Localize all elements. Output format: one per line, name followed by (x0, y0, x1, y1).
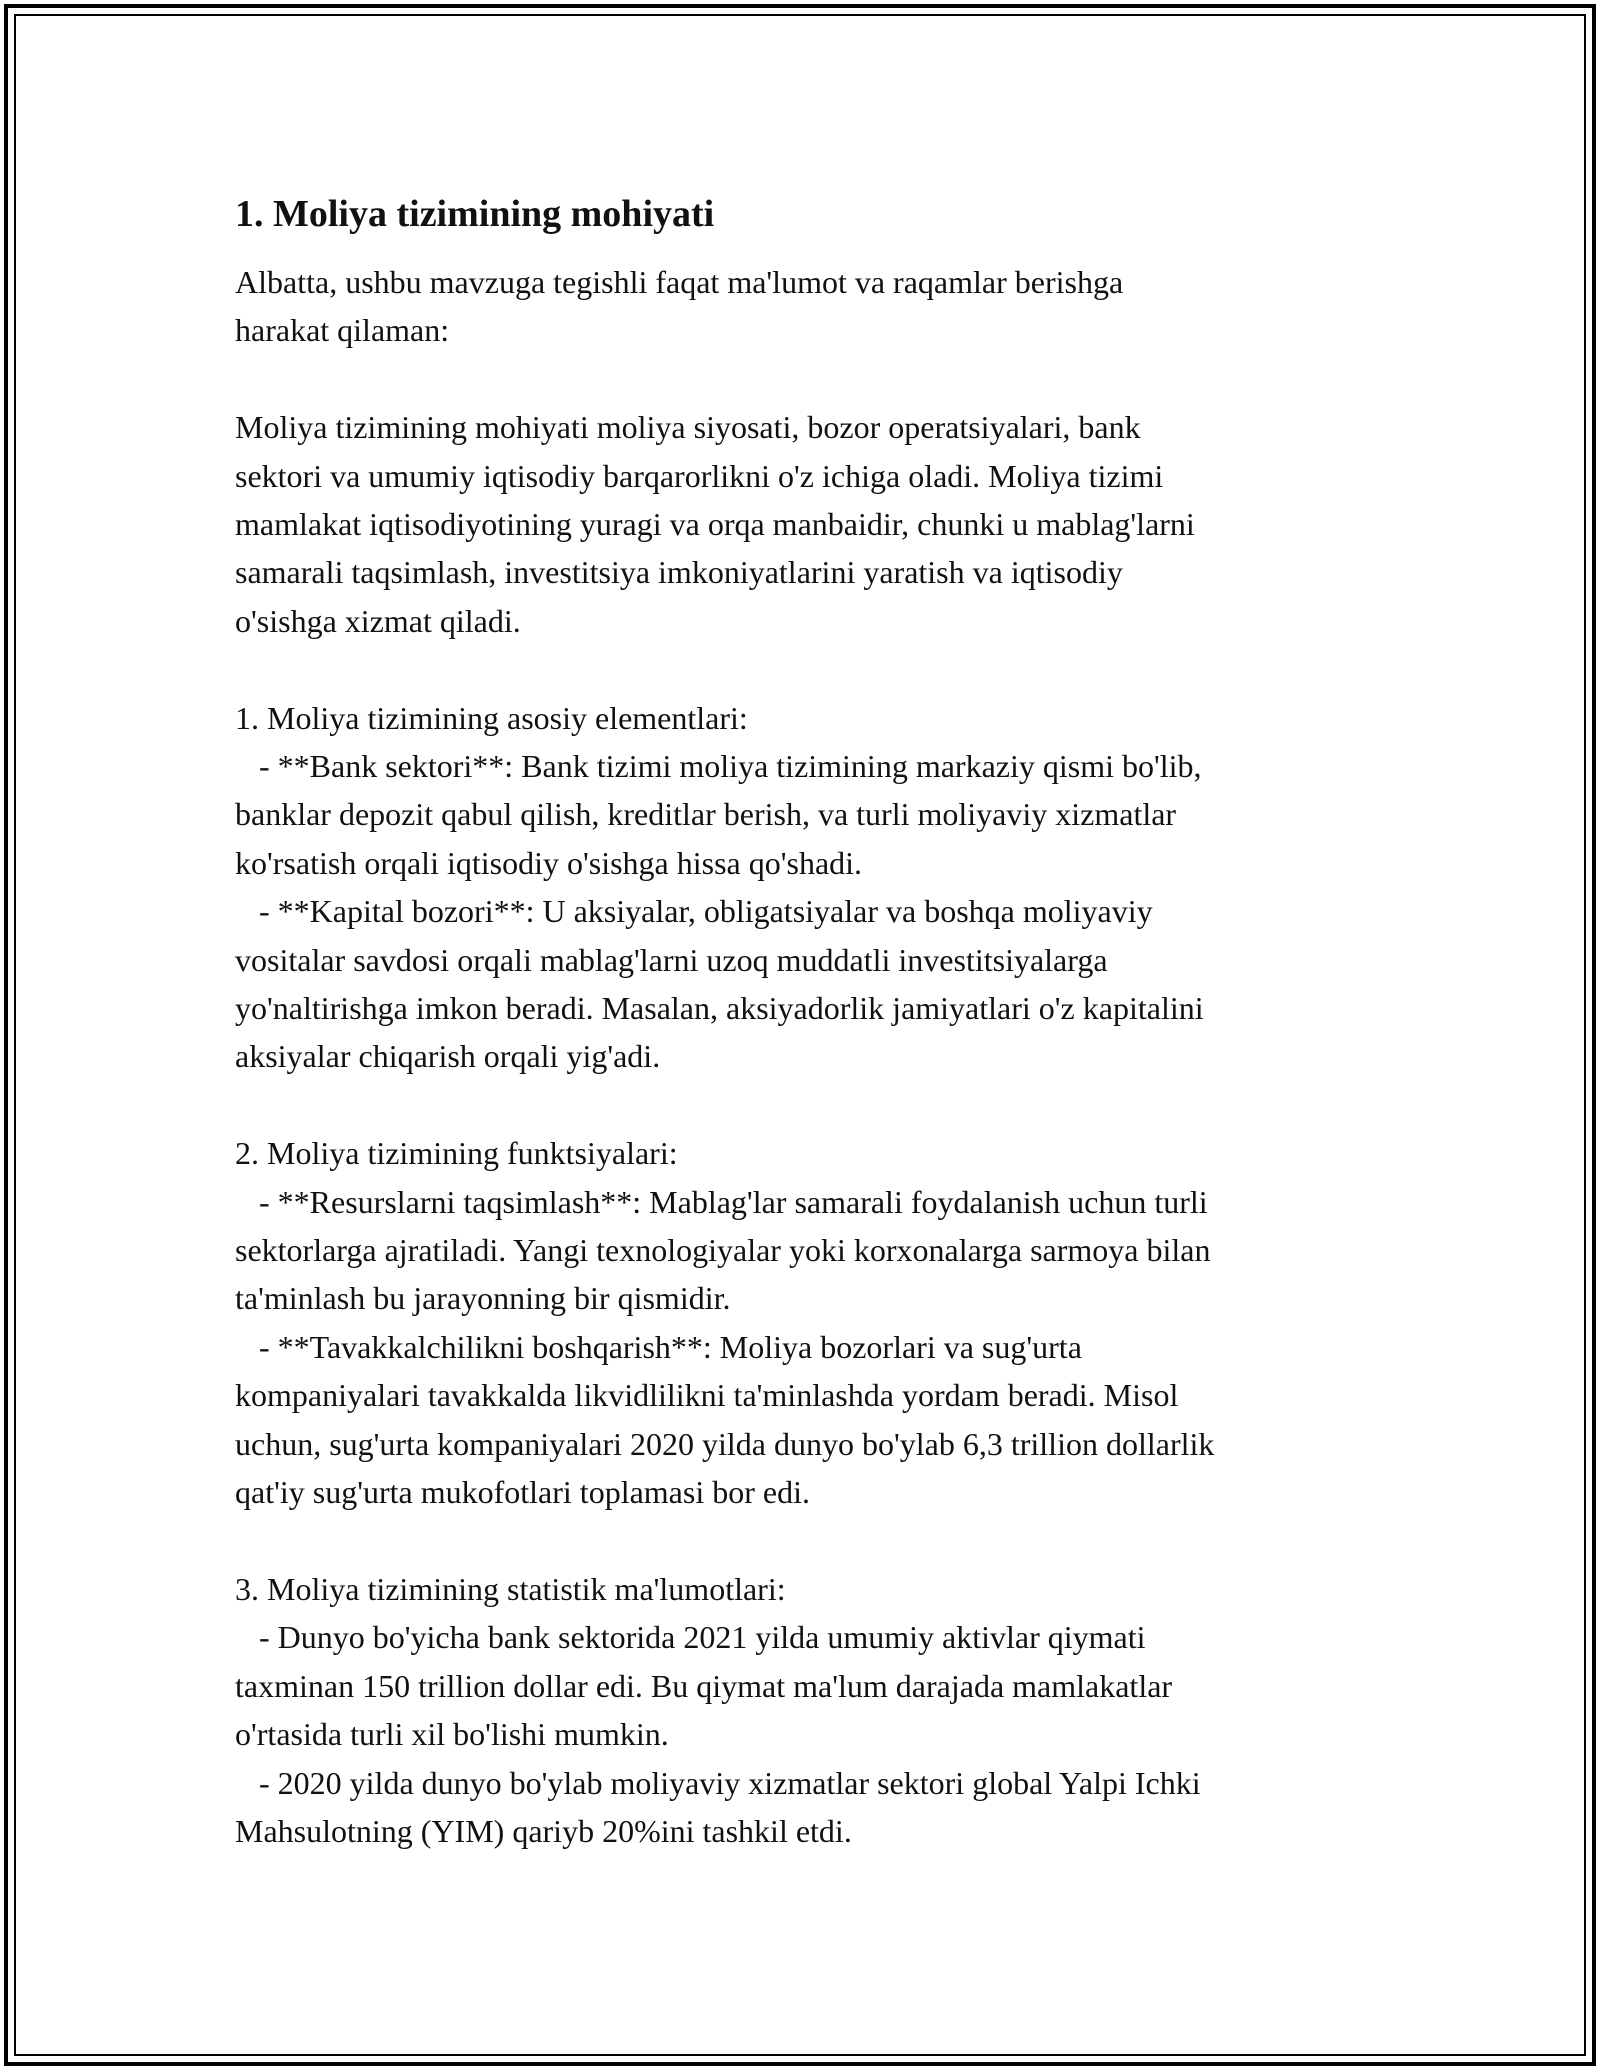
section-elements: 1. Moliya tizimining asosiy elementlari: - **Bank sektori**: Bank tizimi moliya tizimining markaziy qismi bo'lib, banklar depozit qabul qilish, kreditlar berish, va turli moliyaviy xizmatlar ko'rsatish orqali iqtisodiy o'sishga hissa qo'shadi. - **Kapital bozori**: U aksiyalar, obligatsiyalar va boshqa moliyaviy vositalar savdosi orqali mablag'larni uzoq muddatli investitsiyalarga yo'naltirishga imkon beradi. Masalan, aksiyadorlik jamiyatlari o'z kapitalini aksiyalar chiqarish orqali yig'adi. (235, 699, 1204, 1075)
document-title: 1. Moliya tizimining mohiyati (235, 193, 715, 235)
intro-paragraph: Albatta, ushbu mavzuga tegishli faqat ma'lumot va raqamlar berishga harakat qilaman: (235, 264, 1124, 349)
section-statistics: 3. Moliya tizimining statistik ma'lumotlari: - Dunyo bo'yicha bank sektorida 2021 yilda umumiy aktivlar qiymati taxminan 150 trillion dollar edi. Bu qiymat ma'lum darajada mamlakatlar o'rtasida turli xil bo'lishi mumkin. - 2020 yilda dunyo bo'ylab moliyaviy xizmatlar sektori global Yalpi Ichki Mahsulotning (YIM) qariyb 20%ini tashkil etdi. (235, 1570, 1201, 1849)
document-content (235, 190, 1375, 1855)
section-functions: 2. Moliya tizimining funktsiyalari: - **Resurslarni taqsimlash**: Mablag'lar samarali foydalanish uchun turli sektorlarga ajratiladi. Yangi texnologiyalar yoki korxonalarga sarmoya bilan ta'minlash bu jarayonning bir qismidir. - **Tavakkalchilikni boshqarish**: Moliya bozorlari va sug'urta kompaniyalari tavakkalda likvidlilikni ta'minlashda yordam beradi. Misol uchun, sug'urta kompaniyalari 2020 yilda dunyo bo'ylab 6,3 trillion dollarlik qat'iy sug'urta mukofotlari toplamasi bor edi. (235, 1135, 1215, 1511)
body-paragraph: Moliya tizimining mohiyati moliya siyosati, bozor operatsiyalari, bank sektori va umumiy iqtisodiy barqarorlikni o'z ichiga oladi. Moliya tizimi mamlakat iqtisodiyotining yuragi va orqa manbaidir, chunki u mablag'larni samarali taqsimlash, investitsiya imkoniyatlarini yaratish va iqtisodiy o'sishga xizmat qiladi. (235, 409, 1195, 639)
